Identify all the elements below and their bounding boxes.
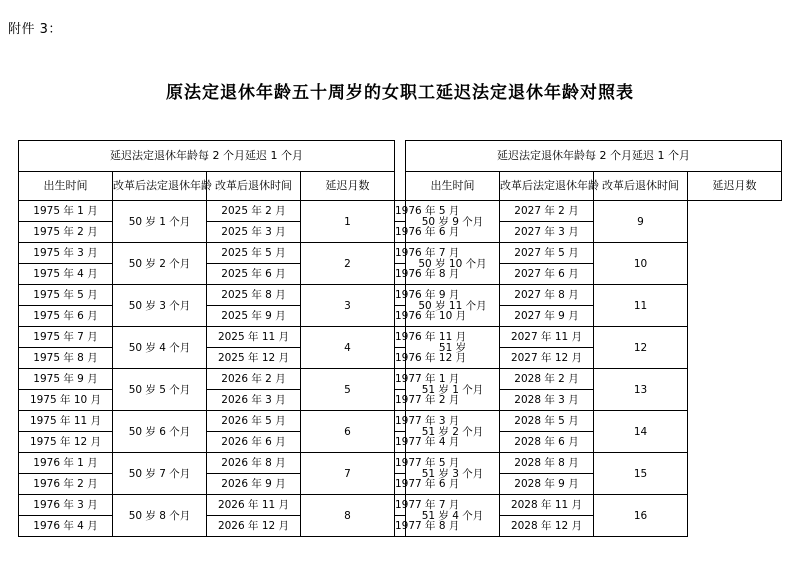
cell-retdate-right: 2027 年 11 月	[500, 327, 594, 348]
table-row	[19, 453, 782, 474]
cell-newage-left: 50 岁 6 个月	[113, 411, 207, 453]
cell-months-right: 14	[594, 411, 688, 453]
group-header-right: 延迟法定退休年龄每 2 个月延迟 1 个月	[406, 141, 782, 172]
cell-newage-right: 51 岁	[406, 327, 500, 369]
cell-retdate-left: 2026 年 2 月	[207, 369, 301, 390]
table-header	[19, 141, 782, 201]
col-months-left: 延迟月数	[301, 172, 395, 201]
cell-newage-left: 50 岁 7 个月	[113, 453, 207, 495]
table-row	[19, 285, 782, 306]
cell-birth-right: 1977 年 4 月	[395, 432, 406, 453]
table-row	[19, 243, 782, 264]
cell-retdate-right: 2028 年 2 月	[500, 369, 594, 390]
cell-newage-right: 50 岁 11 个月	[406, 285, 500, 327]
cell-birth-left: 1975 年 2 月	[19, 222, 113, 243]
cell-birth-left: 1975 年 8 月	[19, 348, 113, 369]
cell-retdate-left: 2026 年 5 月	[207, 411, 301, 432]
retirement-schedule-table-wrap	[18, 140, 782, 537]
cell-months-left: 3	[301, 285, 395, 327]
cell-newage-right: 51 岁 2 个月	[406, 411, 500, 453]
cell-retdate-left: 2026 年 9 月	[207, 474, 301, 495]
table-row	[19, 201, 782, 222]
cell-retdate-left: 2025 年 5 月	[207, 243, 301, 264]
cell-retdate-left: 2026 年 3 月	[207, 390, 301, 411]
col-birth-right: 出生时间	[406, 172, 500, 201]
cell-birth-right: 1976 年 8 月	[395, 264, 406, 285]
col-birth-left: 出生时间	[19, 172, 113, 201]
cell-months-right: 9	[594, 201, 688, 243]
cell-retdate-right: 2028 年 9 月	[500, 474, 594, 495]
cell-newage-left: 50 岁 8 个月	[113, 495, 207, 537]
cell-birth-left: 1975 年 9 月	[19, 369, 113, 390]
cell-birth-left: 1975 年 7 月	[19, 327, 113, 348]
col-newage-left: 改革后法定退休年龄	[113, 172, 207, 201]
table-group-header-row	[19, 141, 782, 172]
cell-birth-right: 1977 年 8 月	[395, 516, 406, 537]
cell-birth-left: 1975 年 10 月	[19, 390, 113, 411]
cell-newage-right: 51 岁 4 个月	[406, 495, 500, 537]
cell-birth-right: 1977 年 2 月	[395, 390, 406, 411]
cell-retdate-right: 2027 年 12 月	[500, 348, 594, 369]
cell-months-right: 16	[594, 495, 688, 537]
cell-birth-left: 1975 年 11 月	[19, 411, 113, 432]
cell-months-left: 1	[301, 201, 395, 243]
cell-retdate-left: 2025 年 3 月	[207, 222, 301, 243]
cell-birth-right: 1976 年 7 月	[395, 243, 406, 264]
cell-birth-right: 1977 年 6 月	[395, 474, 406, 495]
cell-birth-left: 1975 年 5 月	[19, 285, 113, 306]
cell-months-right: 10	[594, 243, 688, 285]
cell-birth-left: 1976 年 1 月	[19, 453, 113, 474]
cell-retdate-left: 2025 年 8 月	[207, 285, 301, 306]
cell-retdate-left: 2026 年 11 月	[207, 495, 301, 516]
cell-retdate-right: 2028 年 8 月	[500, 453, 594, 474]
cell-birth-left: 1975 年 6 月	[19, 306, 113, 327]
cell-birth-right: 1976 年 5 月	[395, 201, 406, 222]
cell-months-right: 13	[594, 369, 688, 411]
cell-birth-left: 1975 年 3 月	[19, 243, 113, 264]
cell-retdate-left: 2025 年 6 月	[207, 264, 301, 285]
cell-birth-right: 1976 年 6 月	[395, 222, 406, 243]
cell-retdate-left: 2025 年 12 月	[207, 348, 301, 369]
col-months-right: 延迟月数	[688, 172, 782, 201]
cell-retdate-left: 2025 年 2 月	[207, 201, 301, 222]
cell-retdate-right: 2027 年 3 月	[500, 222, 594, 243]
cell-months-right: 15	[594, 453, 688, 495]
cell-months-left: 4	[301, 327, 395, 369]
cell-retdate-right: 2027 年 6 月	[500, 264, 594, 285]
cell-birth-right: 1977 年 5 月	[395, 453, 406, 474]
col-newage-right: 改革后法定退休年龄	[500, 172, 594, 201]
cell-retdate-right: 2027 年 2 月	[500, 201, 594, 222]
cell-newage-left: 50 岁 4 个月	[113, 327, 207, 369]
column-gap	[395, 141, 406, 201]
cell-retdate-right: 2028 年 11 月	[500, 495, 594, 516]
cell-months-left: 6	[301, 411, 395, 453]
table-row	[19, 495, 782, 516]
cell-birth-left: 1975 年 12 月	[19, 432, 113, 453]
cell-newage-left: 50 岁 2 个月	[113, 243, 207, 285]
cell-birth-right: 1977 年 7 月	[395, 495, 406, 516]
cell-birth-right: 1977 年 1 月	[395, 369, 406, 390]
cell-birth-left: 1976 年 3 月	[19, 495, 113, 516]
cell-birth-right: 1976 年 9 月	[395, 285, 406, 306]
table-row	[19, 411, 782, 432]
cell-birth-right: 1977 年 3 月	[395, 411, 406, 432]
table-row	[19, 327, 782, 348]
cell-retdate-left: 2026 年 12 月	[207, 516, 301, 537]
col-retdate-right: 改革后退休时间	[594, 172, 688, 201]
cell-retdate-left: 2026 年 8 月	[207, 453, 301, 474]
cell-retdate-right: 2027 年 9 月	[500, 306, 594, 327]
cell-months-left: 5	[301, 369, 395, 411]
page-title: 原法定退休年龄五十周岁的女职工延迟法定退休年龄对照表	[166, 83, 634, 103]
cell-newage-left: 50 岁 5 个月	[113, 369, 207, 411]
retirement-schedule-table	[18, 140, 782, 537]
cell-newage-left: 50 岁 3 个月	[113, 285, 207, 327]
attachment-label: 附件 3：	[8, 22, 62, 37]
cell-birth-left: 1976 年 2 月	[19, 474, 113, 495]
table-row	[19, 369, 782, 390]
cell-retdate-right: 2028 年 12 月	[500, 516, 594, 537]
cell-retdate-left: 2026 年 6 月	[207, 432, 301, 453]
cell-birth-right: 1976 年 12 月	[395, 348, 406, 369]
cell-retdate-right: 2028 年 6 月	[500, 432, 594, 453]
cell-months-right: 11	[594, 285, 688, 327]
cell-retdate-left: 2025 年 9 月	[207, 306, 301, 327]
cell-newage-right: 51 岁 3 个月	[406, 453, 500, 495]
cell-retdate-right: 2028 年 3 月	[500, 390, 594, 411]
cell-months-left: 2	[301, 243, 395, 285]
cell-newage-right: 51 岁 1 个月	[406, 369, 500, 411]
cell-retdate-right: 2027 年 5 月	[500, 243, 594, 264]
cell-retdate-right: 2027 年 8 月	[500, 285, 594, 306]
cell-birth-right: 1976 年 10 月	[395, 306, 406, 327]
col-retdate-left: 改革后退休时间	[207, 172, 301, 201]
cell-birth-left: 1975 年 4 月	[19, 264, 113, 285]
cell-newage-left: 50 岁 1 个月	[113, 201, 207, 243]
cell-newage-right: 50 岁 10 个月	[406, 243, 500, 285]
table-body	[19, 201, 782, 537]
cell-months-left: 7	[301, 453, 395, 495]
cell-birth-left: 1976 年 4 月	[19, 516, 113, 537]
cell-months-right: 12	[594, 327, 688, 369]
cell-birth-right: 1976 年 11 月	[395, 327, 406, 348]
cell-birth-left: 1975 年 1 月	[19, 201, 113, 222]
cell-newage-right: 50 岁 9 个月	[406, 201, 500, 243]
cell-retdate-right: 2028 年 5 月	[500, 411, 594, 432]
cell-retdate-left: 2025 年 11 月	[207, 327, 301, 348]
group-header-left: 延迟法定退休年龄每 2 个月延迟 1 个月	[19, 141, 395, 172]
cell-months-left: 8	[301, 495, 395, 537]
